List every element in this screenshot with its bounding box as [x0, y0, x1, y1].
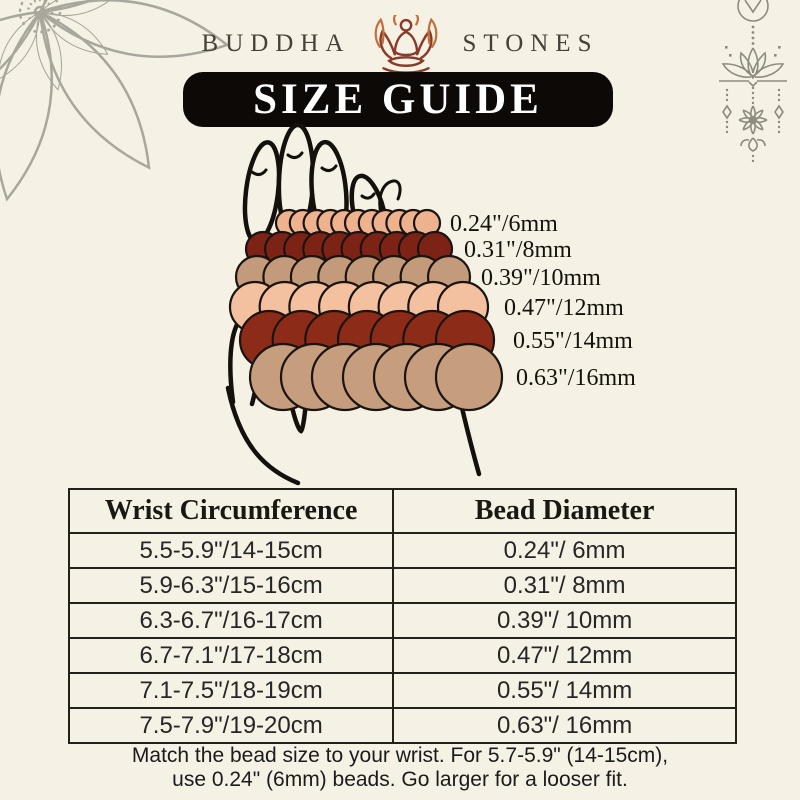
brand-word-right: STONES: [462, 30, 599, 57]
bead-cell: 0.39"/ 10mm: [393, 603, 736, 638]
bead-cell: 0.24"/ 6mm: [393, 533, 736, 568]
wrist-cell: 5.9-6.3"/15-16cm: [69, 568, 393, 603]
header-wrist-circumference: Wrist Circumference: [69, 489, 393, 533]
bead-size-label: 0.55"/14mm: [513, 328, 633, 354]
bead-cell: 0.55"/ 14mm: [393, 673, 736, 708]
table-row: [69, 708, 736, 743]
bead-cell: 0.63"/ 16mm: [393, 708, 736, 743]
bead-size-label: 0.24"/6mm: [450, 211, 558, 237]
wrist-cell: 7.5-7.9"/19-20cm: [69, 708, 393, 743]
wrist-cell: 7.1-7.5"/18-19cm: [69, 673, 393, 708]
fit-note-line1: Match the bead size to your wrist. For 5.7-5.9" (14-15cm),: [131, 744, 669, 767]
wrist-cell: 6.7-7.1"/17-18cm: [69, 638, 393, 673]
table-row: [69, 568, 736, 603]
fit-note-line2: use 0.24" (6mm) beads. Go larger for a looser fit.: [172, 768, 628, 791]
bead-size-label: 0.63"/16mm: [516, 365, 636, 391]
table-row: [69, 673, 736, 708]
table-row: [69, 638, 736, 673]
table-row: [69, 533, 736, 568]
table-header-row: [69, 489, 736, 533]
bead-size-label: 0.39"/10mm: [481, 265, 601, 291]
bead-size-label: 0.31"/8mm: [464, 237, 572, 263]
size-table: [68, 488, 737, 744]
bead-cell: 0.47"/ 12mm: [393, 638, 736, 673]
wrist-cell: 5.5-5.9"/14-15cm: [69, 533, 393, 568]
size-guide-title: SIZE GUIDE: [253, 76, 543, 123]
wrist-cell: 6.3-6.7"/16-17cm: [69, 603, 393, 638]
table-row: [69, 603, 736, 638]
header-bead-diameter: Bead Diameter: [393, 489, 736, 533]
brand-word-left: BUDDHA: [201, 30, 351, 57]
fit-note: [0, 744, 800, 792]
bead-size-label: 0.47"/12mm: [504, 295, 624, 321]
bead-cell: 0.31"/ 8mm: [393, 568, 736, 603]
bracelet-rows: [230, 210, 636, 410]
bead: [436, 344, 502, 410]
